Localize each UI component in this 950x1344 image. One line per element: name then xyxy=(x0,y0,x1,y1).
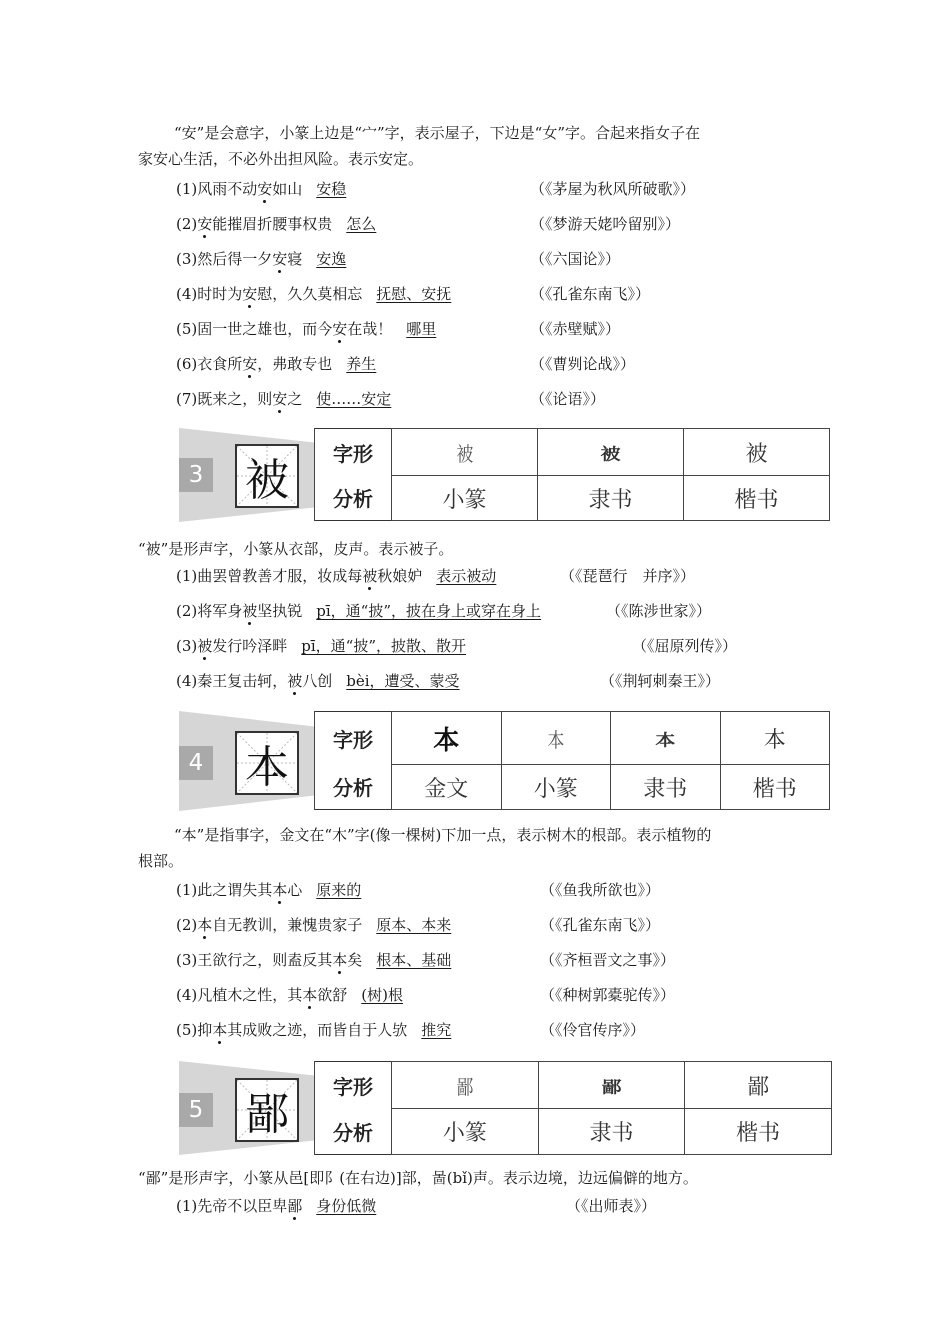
headword: 鄙 xyxy=(245,1089,289,1140)
glyph-bronze: 本 xyxy=(392,712,502,765)
ben-intro-line2: 根部。 xyxy=(138,852,184,870)
example-source: （《梦游天姥吟留别》） xyxy=(530,215,681,233)
example-gloss: pī，通“披”，披在身上或穿在身上 xyxy=(316,602,542,620)
key-char: 被 xyxy=(242,602,258,620)
an-example-6 xyxy=(176,353,836,375)
key-char: 本 xyxy=(197,916,213,934)
label-zixing: 字形 xyxy=(315,1062,392,1109)
example-sentence: (1)曲罢曾教善才服，妆成每被秋娘妒 xyxy=(176,567,423,585)
headword: 本 xyxy=(245,742,289,793)
glyph-regular: 鄙 xyxy=(685,1062,832,1109)
an-example-3 xyxy=(176,248,836,270)
caption-regular: 楷书 xyxy=(720,765,830,810)
an-intro xyxy=(138,120,828,172)
example-source: （《鱼我所欲也》） xyxy=(540,881,661,899)
an-intro-line1: “安”是会意字，小篆上边是“宀”字，表示屋子，下边是“女”字。合起来指女子在 xyxy=(174,124,701,142)
headword: 被 xyxy=(245,455,289,506)
example-source: （《伶官传序》） xyxy=(540,1021,646,1039)
example-sentence: (5)固一世之雄也，而今安在哉！ xyxy=(176,320,393,338)
example-sentence: (5)抑本其成败之迹，而皆自于人欤 xyxy=(176,1021,408,1039)
ben-intro xyxy=(138,822,828,874)
glyph-regular: 被 xyxy=(684,429,830,476)
bei-example-3 xyxy=(176,635,836,657)
example-gloss: 使……安定 xyxy=(316,390,392,408)
an-example-1 xyxy=(176,178,836,200)
headword-box xyxy=(235,731,299,795)
section-number: 4 xyxy=(179,746,213,780)
example-gloss: 原来的 xyxy=(316,881,362,899)
glyph-table xyxy=(314,711,830,810)
headword-box xyxy=(235,444,299,508)
example-sentence: (3)被发行吟泽畔 xyxy=(176,637,288,655)
key-char: 安 xyxy=(257,180,273,198)
example-sentence: (6)衣食所安，弗敢专也 xyxy=(176,355,333,373)
key-char: 本 xyxy=(302,986,318,1004)
caption-seal: 小篆 xyxy=(392,476,538,521)
example-source: （《种树郭橐驼传》） xyxy=(540,986,676,1004)
example-gloss: (树)根 xyxy=(361,986,403,1004)
example-source: （《孔雀东南飞》） xyxy=(530,285,651,303)
key-char: 安 xyxy=(242,285,258,303)
bi-example-1 xyxy=(176,1195,836,1217)
example-gloss: 原本、本来 xyxy=(376,916,452,934)
example-sentence: (2)安能摧眉折腰事权贵 xyxy=(176,215,333,233)
key-char: 安 xyxy=(332,320,348,338)
example-sentence: (2)将军身被坚执锐 xyxy=(176,602,303,620)
label-fenxi: 分析 xyxy=(315,1109,392,1155)
key-char: 安 xyxy=(197,215,213,233)
example-source: （《曹刿论战》） xyxy=(530,355,636,373)
an-example-7 xyxy=(176,388,836,410)
caption-clerical: 隶书 xyxy=(538,476,684,521)
example-gloss: bèi，遭受、蒙受 xyxy=(346,672,460,690)
label-zixing: 字形 xyxy=(315,712,392,765)
example-gloss: 表示被动 xyxy=(436,567,497,585)
glyph-regular: 本 xyxy=(720,712,830,765)
example-gloss: 根本、基础 xyxy=(376,951,452,969)
ben-example-5 xyxy=(176,1019,836,1041)
key-char: 本 xyxy=(332,951,348,969)
glyph-clerical: 本 xyxy=(611,712,721,765)
example-sentence: (1)先帝不以臣卑鄙 xyxy=(176,1197,303,1215)
example-source: （《荆轲刺秦王》） xyxy=(600,672,721,690)
example-source: （《茅屋为秋风所破歌》） xyxy=(530,180,696,198)
ben-example-2 xyxy=(176,914,836,936)
key-char: 安 xyxy=(242,355,258,373)
example-sentence: (4)时时为安慰，久久莫相忘 xyxy=(176,285,363,303)
glyph-seal: 本 xyxy=(501,712,611,765)
example-sentence: (4)秦王复击轲，被八创 xyxy=(176,672,333,690)
ben-example-3 xyxy=(176,949,836,971)
example-source: （《齐桓晋文之事》） xyxy=(540,951,676,969)
ben-intro-line1: “本”是指事字，金文在“木”字(像一棵树)下加一点，表示树木的根部。表示植物的 xyxy=(174,826,712,844)
caption-seal: 小篆 xyxy=(501,765,611,810)
caption-regular: 楷书 xyxy=(684,476,830,521)
glyph-seal: 鄙 xyxy=(392,1062,539,1109)
example-gloss: 安逸 xyxy=(316,250,347,268)
example-source: （《出师表》） xyxy=(566,1197,657,1215)
example-sentence: (1)风雨不动安如山 xyxy=(176,180,303,198)
example-sentence: (2)本自无教训，兼愧贵家子 xyxy=(176,916,363,934)
key-char: 本 xyxy=(272,881,288,899)
caption-clerical: 隶书 xyxy=(538,1109,685,1155)
key-char: 安 xyxy=(272,390,288,408)
example-gloss: 抚慰、安抚 xyxy=(376,285,452,303)
label-fenxi: 分析 xyxy=(315,476,392,521)
example-gloss: 养生 xyxy=(346,355,377,373)
glyph-clerical: 鄙 xyxy=(538,1062,685,1109)
key-char: 被 xyxy=(197,637,213,655)
bei-intro: “被”是形声字，小篆从衣部，皮声。表示被子。 xyxy=(138,540,454,558)
key-char: 被 xyxy=(362,567,378,585)
key-char: 安 xyxy=(272,250,288,268)
example-gloss: pī，通“披”，披散、散开 xyxy=(301,637,467,655)
label-zixing: 字形 xyxy=(315,429,392,476)
section-number: 3 xyxy=(179,458,213,492)
example-source: （《陈涉世家》） xyxy=(606,602,712,620)
example-source: （《六国论》） xyxy=(530,250,621,268)
an-example-4 xyxy=(176,283,836,305)
headword-box xyxy=(235,1078,299,1142)
example-source: （《孔雀东南飞》） xyxy=(540,916,661,934)
an-example-5 xyxy=(176,318,836,340)
glyph-clerical: 被 xyxy=(538,429,684,476)
example-gloss: 怎么 xyxy=(346,215,377,233)
example-source: （《赤壁赋》） xyxy=(530,320,621,338)
ben-example-4 xyxy=(176,984,836,1006)
example-gloss: 哪里 xyxy=(406,320,437,338)
example-sentence: (3)然后得一夕安寝 xyxy=(176,250,303,268)
example-sentence: (3)王欲行之，则盍反其本矣 xyxy=(176,951,363,969)
an-example-2 xyxy=(176,213,836,235)
bei-example-2 xyxy=(176,600,836,622)
example-sentence: (7)既来之，则安之 xyxy=(176,390,303,408)
caption-clerical: 隶书 xyxy=(611,765,721,810)
key-char: 鄙 xyxy=(287,1197,303,1215)
example-source: （《屈原列传》） xyxy=(632,637,738,655)
example-source: （《论语》） xyxy=(530,390,606,408)
glyph-table xyxy=(314,1061,832,1155)
glyph-table xyxy=(314,428,830,521)
label-fenxi: 分析 xyxy=(315,765,392,810)
caption-seal: 小篆 xyxy=(392,1109,539,1155)
key-char: 本 xyxy=(212,1021,228,1039)
bei-example-4 xyxy=(176,670,836,692)
key-char: 被 xyxy=(287,672,303,690)
example-gloss: 安稳 xyxy=(316,180,347,198)
example-gloss: 推究 xyxy=(421,1021,452,1039)
glyph-seal: 被 xyxy=(392,429,538,476)
example-sentence: (1)此之谓失其本心 xyxy=(176,881,303,899)
section-number: 5 xyxy=(179,1093,213,1127)
caption-regular: 楷书 xyxy=(685,1109,832,1155)
ben-example-1 xyxy=(176,879,836,901)
an-intro-line2: 家安心生活，不必外出担风险。表示安定。 xyxy=(138,150,424,168)
caption-bronze: 金文 xyxy=(392,765,502,810)
example-gloss: 身份低微 xyxy=(316,1197,377,1215)
bei-example-1 xyxy=(176,565,836,587)
example-sentence: (4)凡植木之性，其本欲舒 xyxy=(176,986,348,1004)
example-source: （《琵琶行 并序》） xyxy=(560,567,696,585)
bi-intro: “鄙”是形声字，小篆从邑[即阝(在右边)]部，啚(bǐ)声。表示边境，边远偏僻的地方。 xyxy=(138,1169,698,1187)
